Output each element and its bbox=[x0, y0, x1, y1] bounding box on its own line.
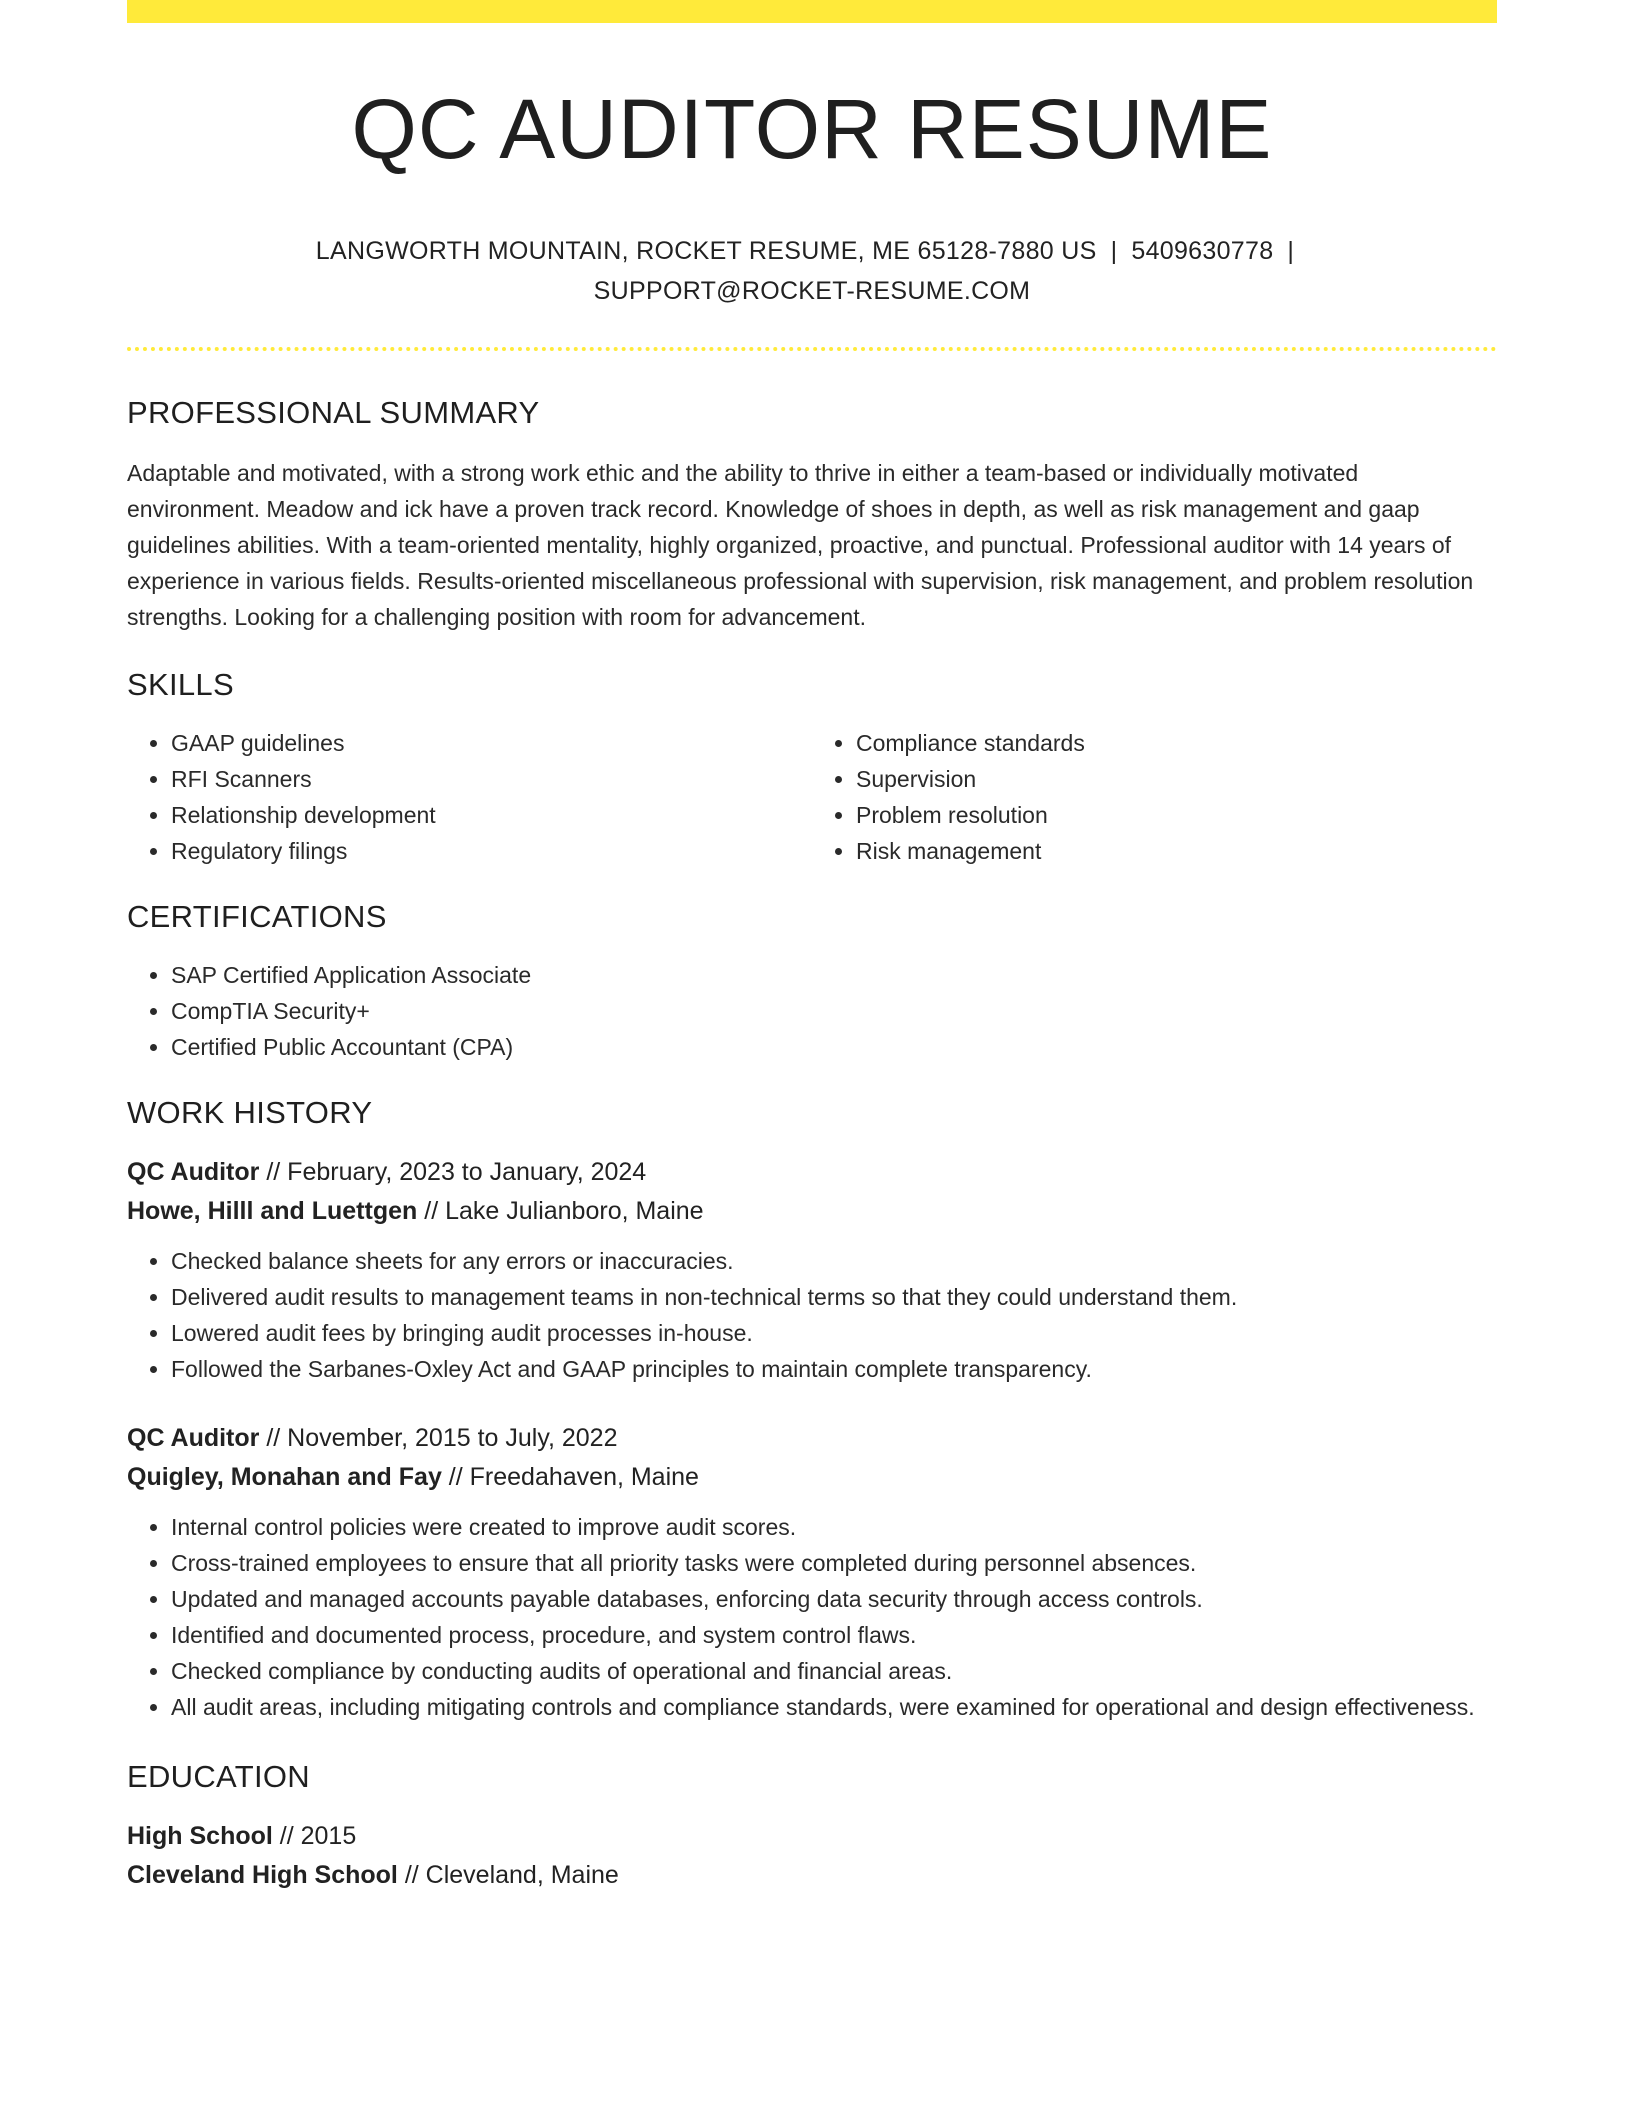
contact-email: SUPPORT@ROCKET-RESUME.COM bbox=[593, 277, 1031, 306]
skills-list-left bbox=[127, 725, 812, 869]
education-year: // 2015 bbox=[272, 1822, 357, 1851]
job-bullet: • Followed the Sarbanes-Oxley Act and GAAP principles to maintain complete transparency. bbox=[171, 1351, 1497, 1387]
skill-item: • Problem resolution bbox=[856, 797, 1497, 833]
header-divider bbox=[127, 347, 1497, 351]
contact-line-1 bbox=[127, 231, 1497, 271]
skills-columns bbox=[127, 725, 1497, 869]
contact-address: LANGWORTH MOUNTAIN, ROCKET RESUME, ME 65128-7880 US bbox=[315, 237, 1097, 266]
skill-item: • Relationship development bbox=[171, 797, 812, 833]
job-location: // Freedahaven, Maine bbox=[441, 1463, 699, 1492]
section-work-history bbox=[127, 1095, 1497, 1725]
education-degree-line bbox=[127, 1817, 1497, 1856]
contact-separator: | bbox=[1110, 237, 1118, 266]
contact-info bbox=[127, 231, 1497, 311]
job-title: QC Auditor bbox=[127, 1158, 260, 1187]
section-professional-summary bbox=[127, 395, 1497, 635]
skill-item: • Supervision bbox=[856, 761, 1497, 797]
skills-list-right bbox=[812, 725, 1497, 869]
education-degree: High School bbox=[127, 1822, 273, 1851]
job-bullet: • All audit areas, including mitigating controls and compliance standards, were examined for operational and design effectiveness. bbox=[171, 1689, 1497, 1725]
job-title-line bbox=[127, 1419, 1497, 1458]
section-heading: EDUCATION bbox=[127, 1759, 310, 1795]
summary-text: Adaptable and motivated, with a strong work ethic and the ability to thrive in either a team-based or individually motivated environment. Meadow and ick have a proven track record. Knowledge of shoes in depth, as well as risk management and gaap guidelines abilities. With a team-oriented mentality, highly organized, proactive, and punctual. Professional auditor with 14 years of experience in various fields. Results-oriented miscellaneous professional with supervision, risk management, and problem resolution strengths. Looking for a challenging position with room for advancement. bbox=[127, 460, 1474, 631]
job-entry bbox=[127, 1419, 1497, 1725]
section-certifications bbox=[127, 899, 1497, 1065]
job-company: Quigley, Monahan and Fay bbox=[127, 1463, 442, 1492]
education-school-line bbox=[127, 1856, 1497, 1895]
job-bullet: • Updated and managed accounts payable databases, enforcing data security through access controls. bbox=[171, 1581, 1497, 1617]
section-heading: PROFESSIONAL SUMMARY bbox=[127, 395, 540, 431]
job-company-line bbox=[127, 1458, 1497, 1497]
skill-item: • Risk management bbox=[856, 833, 1497, 869]
contact-line-2 bbox=[127, 271, 1497, 311]
resume-title: QC AUDITOR RESUME bbox=[351, 82, 1273, 176]
contact-separator: | bbox=[1287, 237, 1295, 266]
skill-item: • GAAP guidelines bbox=[171, 725, 812, 761]
skill-item: • Compliance standards bbox=[856, 725, 1497, 761]
job-bullets bbox=[127, 1509, 1497, 1725]
skill-item: • Regulatory filings bbox=[171, 833, 812, 869]
education-location: // Cleveland, Maine bbox=[397, 1861, 619, 1890]
job-bullet: • Checked compliance by conducting audits of operational and financial areas. bbox=[171, 1653, 1497, 1689]
job-company-line bbox=[127, 1192, 1497, 1231]
section-education bbox=[127, 1759, 1497, 1895]
job-bullet: • Checked balance sheets for any errors or inaccuracies. bbox=[171, 1243, 1497, 1279]
job-entry bbox=[127, 1153, 1497, 1387]
job-bullet: • Lowered audit fees by bringing audit processes in-house. bbox=[171, 1315, 1497, 1351]
section-skills bbox=[127, 667, 1497, 869]
job-bullets bbox=[127, 1243, 1497, 1387]
resume-page bbox=[127, 0, 1497, 1895]
job-location: // Lake Julianboro, Maine bbox=[417, 1197, 704, 1226]
job-bullet: • Identified and documented process, procedure, and system control flaws. bbox=[171, 1617, 1497, 1653]
education-school: Cleveland High School bbox=[127, 1861, 398, 1890]
job-bullet: • Cross-trained employees to ensure that all priority tasks were completed during personnel absences. bbox=[171, 1545, 1497, 1581]
certification-item: • CompTIA Security+ bbox=[171, 993, 1497, 1029]
job-bullet: • Internal control policies were created to improve audit scores. bbox=[171, 1509, 1497, 1545]
job-dates: // February, 2023 to January, 2024 bbox=[259, 1158, 647, 1187]
certification-item: • SAP Certified Application Associate bbox=[171, 957, 1497, 993]
section-heading: SKILLS bbox=[127, 667, 234, 703]
job-title-line bbox=[127, 1153, 1497, 1192]
certifications-list bbox=[127, 957, 1497, 1065]
section-heading: WORK HISTORY bbox=[127, 1095, 373, 1131]
section-heading: CERTIFICATIONS bbox=[127, 899, 387, 935]
job-company: Howe, Hilll and Luettgen bbox=[127, 1197, 418, 1226]
job-bullet: • Delivered audit results to management teams in non-technical terms so that they could understand them. bbox=[171, 1279, 1497, 1315]
job-dates: // November, 2015 to July, 2022 bbox=[259, 1424, 618, 1453]
education-entry bbox=[127, 1817, 1497, 1895]
contact-phone: 5409630778 bbox=[1131, 237, 1274, 266]
top-accent-bar bbox=[127, 0, 1497, 23]
job-title: QC Auditor bbox=[127, 1424, 260, 1453]
skill-item: • RFI Scanners bbox=[171, 761, 812, 797]
certification-item: • Certified Public Accountant (CPA) bbox=[171, 1029, 1497, 1065]
